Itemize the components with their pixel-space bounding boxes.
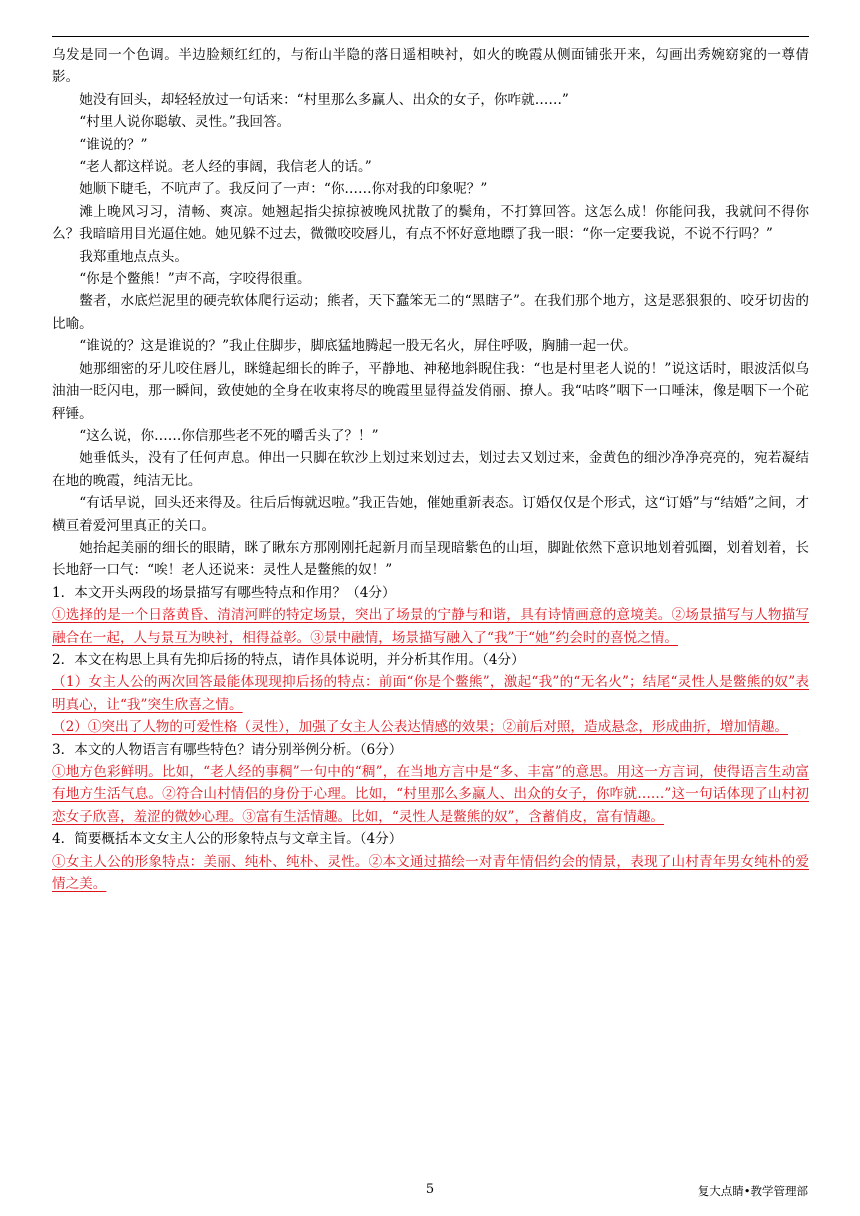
question-text: 3．本文的人物语言有哪些特色？请分别举例分析。（6分）: [52, 741, 403, 758]
passage-paragraph: 她那细密的牙儿咬住唇儿，眯缝起细长的眸子，平静地、神秘地斜睨住我：“也是村里老人说的！”说这话时，眼波活似乌油油一眨闪电，那一瞬间，致使她的全身在收束将尽的晚霞里显得益发俏丽、撩人。我“咕咚”咽下一口唾沫，像是咽下一个砣秤锤。: [52, 360, 809, 422]
answer-underlined-span: ①地方色彩鲜明。比如，“老人经的事稠”一句中的“稠”，在当地方言中是“多、丰富”的意思。用这一方言词，使得语言生动富有地方生活气息。②符合山村情侣的身份于心理。比如，“村里那么多赢人、出众的女子，你咋就……”这一句话体现了山村初恋女子欣喜，羞涩的微妙心理。③富有生活情趣。比如，“灵性人是鳖熊的奴”，含蓄俏皮，富有情趣。: [52, 764, 809, 825]
answer-text: [52, 761, 809, 828]
page-number: 5: [425, 1182, 435, 1197]
passage-paragraph: 鳖者，水底烂泥里的硬壳软体爬行运动；熊者，天下蠢笨无二的“黑瞎子”。在我们那个地方，这是恶狠狠的、咬牙切齿的比喻。: [52, 293, 809, 332]
passage-paragraph: “这么说，你……你信那些老不死的嚼舌头了？！”: [79, 427, 379, 444]
answer-text: [52, 671, 809, 716]
passage-paragraph: “谁说的？”: [79, 136, 148, 153]
header-rule: [52, 36, 809, 37]
answer-underlined-span: （1）女主人公的两次回答最能体现现抑后扬的特点：前面“你是个鳖熊”，激起“我”的“无名火”；结尾“灵性人是鳖熊的奴”表明真心，让“我”突生欣喜之情。: [52, 674, 809, 713]
passage-paragraph: 她没有回头，却轻轻放过一句话来：“村里那么多赢人、出众的女子，你咋就……”: [79, 91, 569, 108]
passage: [52, 44, 809, 582]
question-text: 2．本文在构思上具有先抑后扬的特点，请作具体说明，并分析其作用。（4分）: [52, 651, 525, 668]
passage-paragraph: “村里人说你聪敏、灵性。”我回答。: [79, 114, 291, 131]
answer-underlined-span: ①选择的是一个日落黄昏、清清河畔的特定场景，突出了场景的宁静与和谐，具有诗情画意的意境美。②场景描写与人物描写融合在一起，人与景互为映衬，相得益彰。③景中融情，场景描写融入了“我”于“她”约会时的喜悦之情。: [52, 607, 809, 646]
passage-paragraph: 乌发是同一个色调。半边脸颊红红的，与衔山半隐的落日遥相映衬，如火的晚霞从侧面铺张开来，勾画出秀婉窈窕的一尊倩影。: [52, 47, 809, 86]
question-text: 4．简要概括本文女主人公的形象特点与文章主旨。（4分）: [52, 831, 403, 848]
passage-paragraph: “老人都这样说。老人经的事阔，我信老人的话。”: [79, 159, 372, 176]
footer-brand: 复大点睛•教学管理部: [697, 1184, 808, 1198]
passage-paragraph: “有话早说，回头还来得及。往后后悔就迟啦。”我正告她，催她重新表态。订婚仅仅是个形式，这“订婚”与“结婚”之间，才横亘着爱河里真正的关口。: [52, 495, 809, 534]
answer-text: [52, 604, 809, 649]
passage-paragraph: 我郑重地点点头。: [79, 248, 188, 265]
passage-paragraph: 她顺下睫毛，不吭声了。我反问了一声：“你……你对我的印象呢？”: [79, 181, 488, 198]
answer-underlined-span: （2）①突出了人物的可爱性格（灵性），加强了女主人公表达情感的效果；②前后对照，造成悬念，形成曲折，增加情趣。: [52, 719, 788, 736]
document-body: [52, 44, 809, 895]
passage-paragraph: 滩上晚风习习，清畅、爽凉。她翘起指尖掠掠被晚风扰散了的鬓角，不打算回答。这怎么成！你能问我，我就问不得你么？我暗暗用目光逼住她。她见躲不过去，微微咬咬唇儿，有点不怀好意地瞟了我一眼：“你一定要我说，不说不行吗？”: [52, 203, 809, 243]
passage-paragraph: 她抬起美丽的细长的眼睛，眯了瞅东方那刚刚托起新月而呈现暗紫色的山垣，脚趾依然下意识地划着弧圈，划着划着，长长地舒一口气：“唉！老人还说来：灵性人是鳖熊的奴！”: [52, 539, 809, 579]
answer-underlined-span: ①女主人公的形象特点：美丽、纯朴、纯朴、灵性。②本文通过描绘一对青年情侣约会的情景，表现了山村青年男女纯朴的爱情之美。: [52, 853, 809, 893]
passage-paragraph: “你是个鳖熊！”声不高，字咬得很重。: [79, 271, 311, 288]
answer-text: [52, 716, 809, 738]
passage-paragraph: 她垂低头，没有了任何声息。伸出一只脚在软沙上划过来划过去，划过去又划过来，金黄色的细沙净净亮亮的，宛若凝结在地的晚霞，纯洁无比。: [52, 450, 809, 489]
answer-text: [52, 851, 809, 896]
passage-paragraph: “谁说的？这是谁说的？”我止住脚步，脚底猛地腾起一股无名火，屏住呼吸，胸脯一起一伏。: [79, 338, 637, 355]
questions-section: [52, 582, 809, 896]
question-text: 1．本文开头两段的场景描写有哪些特点和作用？（4分）: [52, 584, 396, 601]
